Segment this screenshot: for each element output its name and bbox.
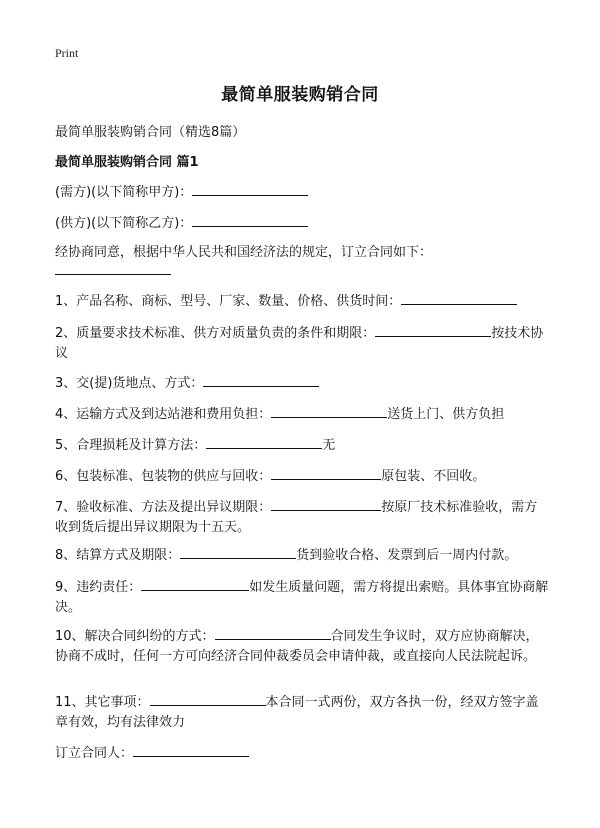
clause-6-text: 6、包装标准、包装物的供应与回收：: [55, 469, 272, 484]
clause-2-tail: 按技术协议: [55, 326, 544, 361]
party-a-blank: [192, 181, 308, 196]
clause-6: [55, 465, 555, 487]
clause-3-blank: [203, 372, 319, 387]
clause-5-text: 5、合理损耗及计算方法：: [55, 438, 207, 453]
clause-7-text: 7、验收标准、方法及提出异议期限：: [55, 500, 272, 515]
clause-1-blank: [401, 290, 517, 305]
document-title: 最简单服装购销合同: [221, 85, 379, 105]
signatory-blank: [133, 742, 249, 757]
clause-4-blank: [271, 403, 387, 418]
party-a-line: [55, 181, 555, 203]
clause-11: [55, 691, 549, 733]
clause-10-blank: [215, 625, 331, 640]
party-b-label: (供方)(以下简称乙方)：: [55, 216, 193, 231]
clause-3: [55, 372, 555, 394]
clause-5: [55, 434, 555, 456]
clause-9-text: 9、违约责任：: [55, 580, 142, 595]
clause-10-text: 10、解决合同纠纷的方式：: [55, 629, 215, 644]
clause-5-tail: 无: [322, 438, 336, 453]
party-b-line: [55, 212, 555, 234]
section-heading: 最简单服装购销合同 篇1: [55, 155, 199, 170]
clause-8-text: 8、结算方式及期限：: [55, 548, 181, 563]
clause-6-blank: [271, 465, 381, 480]
clause-2: [55, 322, 549, 364]
clause-10-tail: 合同发生争议时，双方应协商解决，协商不成时，任何一方可向经济合同仲裁委员会申请仲裁，或直接向人民法院起诉。: [55, 629, 539, 664]
clause-2-text: 2、质量要求技术标准、供方对质量负责的条件和期限：: [55, 326, 376, 341]
clause-11-tail: 本合同一式两份，双方各执一份，经双方签字盖章有效，均有法律效力: [55, 695, 539, 730]
clause-8-tail: 货到验收合格、发票到后一周内付款。: [296, 548, 518, 563]
party-a-label: (需方)(以下简称甲方)：: [55, 185, 193, 200]
clause-3-text: 3、交(提)货地点、方式：: [55, 376, 204, 391]
clause-10: [55, 625, 549, 667]
clause-1: [55, 290, 555, 312]
clause-7-tail: 按原厂技术标准验收，需方收到货后提出异议期限为十五天。: [55, 500, 538, 535]
clause-2-blank: [375, 322, 491, 337]
clause-11-text: 11、其它事项：: [55, 695, 150, 710]
document-subtitle: 最简单服装购销合同（精选8篇）: [55, 125, 246, 140]
clause-4-tail: 送货上门、供方负担: [387, 407, 505, 422]
clause-9: [55, 576, 549, 618]
clause-1-text: 1、产品名称、商标、型号、厂家、数量、价格、供货时间：: [55, 294, 402, 309]
intro-text: 经协商同意，根据中华人民共和国经济法的规定，订立合同如下：: [55, 245, 433, 260]
clause-9-blank: [141, 576, 249, 591]
clause-5-blank: [206, 434, 322, 449]
clause-9-tail: 如发生质量问题，需方将提出索赔。具体事宜协商解决。: [55, 580, 549, 615]
signatory-label: 订立合同人：: [55, 746, 134, 761]
intro-line: [55, 243, 555, 263]
clause-6-tail: 原包装、不回收。: [381, 469, 486, 484]
clause-4: [55, 403, 555, 425]
signatory-line: [55, 742, 555, 764]
clause-7: [55, 496, 549, 538]
clause-11-blank: [150, 691, 266, 706]
clause-8-blank: [180, 544, 296, 559]
print-link[interactable]: Print: [55, 46, 79, 60]
intro-underline: [55, 274, 171, 275]
clause-8: [55, 544, 555, 566]
clause-7-blank: [271, 496, 381, 511]
clause-4-text: 4、运输方式及到达站港和费用负担：: [55, 407, 272, 422]
party-b-blank: [192, 212, 308, 227]
